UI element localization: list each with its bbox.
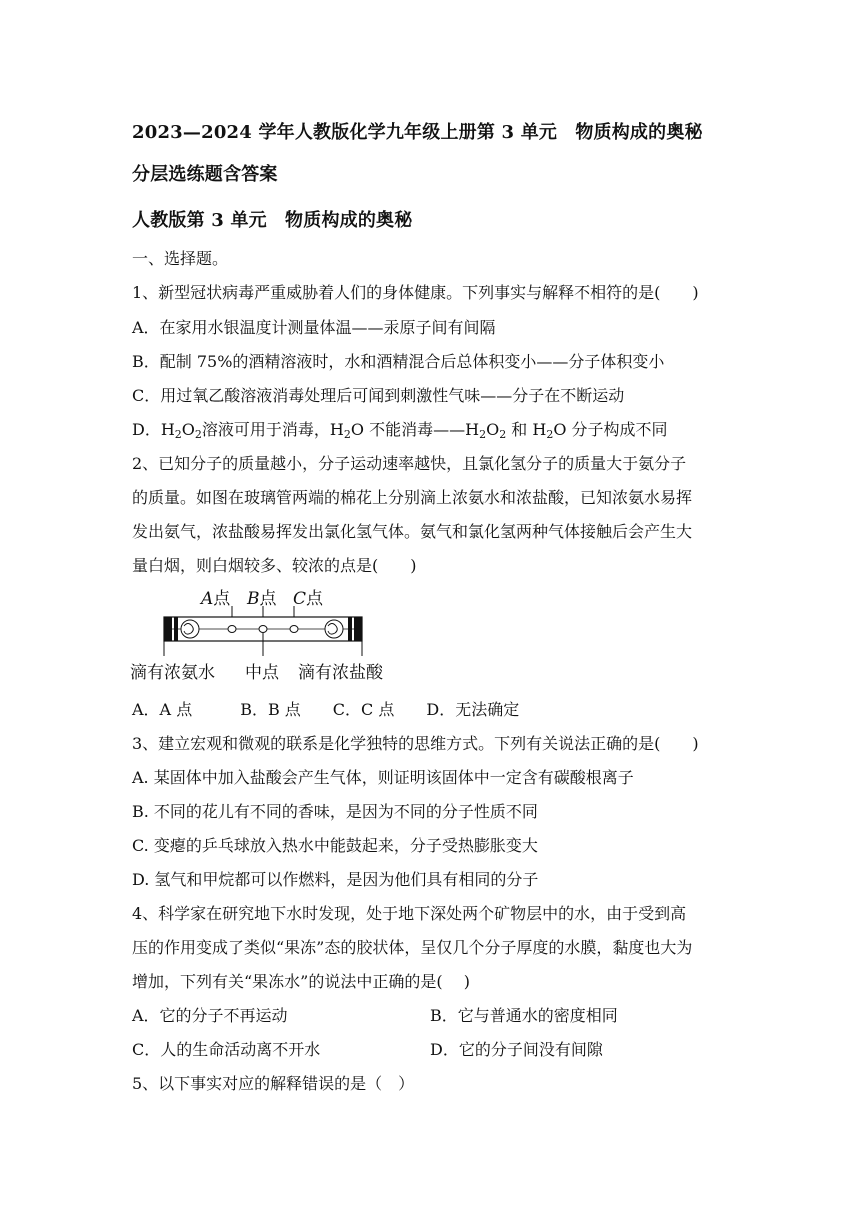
doc-title-line2: 分层选练题含答案	[132, 164, 278, 185]
q5-stem: 5、以下事实对应的解释错误的是（ ）	[132, 1074, 415, 1093]
label-ammonia-end: 滴有浓氨水	[130, 663, 215, 683]
label-point-a: A点	[201, 589, 231, 609]
label-hcl-end: 滴有浓盐酸	[298, 663, 383, 683]
label-point-c: C点	[293, 589, 324, 609]
q1-option-d: D．$H_2O_2$溶液可用于消毒，$H_2O$ 不能消毒$——H_2O_2$ 和 $H_2O$ 分子构成不同	[132, 420, 668, 441]
q3-option-d: D. 氢气和甲烷都可以作燃料，是因为他们具有相同的分子	[132, 870, 539, 889]
q4-stem-line2: 压的作用变成了类似“果冻”态的胶状体，呈仅几个分子厚度的水膜，黏度也大为	[132, 938, 693, 957]
doc-subtitle: 人教版第 3 单元 物质构成的奥秘	[132, 210, 413, 231]
q2-options: A．A 点 B．B 点 C．C 点 D．无法确定	[132, 700, 520, 719]
q1-stem: 1、新型冠状病毒严重威胁着人们的身体健康。下列事实与解释不相符的是( )	[132, 283, 699, 302]
label-point-b: B点	[247, 589, 277, 609]
q4-stem-line3: 增加，下列有关“果冻水”的说法中正确的是( )	[132, 972, 470, 991]
q1-option-c: C．用过氧乙酸溶液消毒处理后可闻到刺激性气味——分子在不断运动	[132, 386, 625, 405]
q1-option-a: A．在家用水银温度计测量体温——汞原子间有间隔	[132, 318, 496, 337]
q4-option-b: B．它与普通水的密度相同	[430, 1006, 618, 1025]
q2-stem-line2: 的质量。如图在玻璃管两端的棉花上分别滴上浓氨水和浓盐酸，已知浓氨水易挥	[132, 488, 693, 507]
q3-option-a: A. 某固体中加入盐酸会产生气体，则证明该固体中一定含有碳酸根离子	[132, 768, 634, 787]
q4-option-c: C．人的生命活动离不开水	[132, 1040, 321, 1059]
q1-option-b: B．配制 75%的酒精溶液时，水和酒精混合后总体积变小——分子体积变小	[132, 352, 665, 371]
section-heading: 一、选择题。	[132, 249, 229, 268]
q3-option-b: B. 不同的花儿有不同的香味，是因为不同的分子性质不同	[132, 802, 538, 821]
q2-stem-line1: 2、已知分子的质量越小，分子运动速率越快，且氯化氢分子的质量大于氨分子	[132, 454, 687, 473]
q4-option-a: A．它的分子不再运动	[132, 1006, 288, 1025]
q2-stem-line4: 量白烟，则白烟较多、较浓的点是( )	[132, 556, 417, 575]
q3-stem: 3、建立宏观和微观的联系是化学独特的思维方式。下列有关说法正确的是( )	[132, 734, 699, 753]
glass-tube-figure	[128, 584, 398, 684]
q2-stem-line3: 发出氨气，浓盐酸易挥发出氯化氢气体。氨气和氯化氢两种气体接触后会产生大	[132, 522, 693, 541]
q4-option-d: D．它的分子间没有间隙	[430, 1040, 603, 1059]
doc-title-line1: 2023—2024 学年人教版化学九年级上册第 3 单元 物质构成的奥秘	[132, 122, 703, 143]
label-midpoint: 中点	[245, 663, 279, 683]
q4-stem-line1: 4、科学家在研究地下水时发现，处于地下深处两个矿物层中的水，由于受到高	[132, 904, 687, 923]
q3-option-c: C. 变瘪的乒乓球放入热水中能鼓起来，分子受热膨胀变大	[132, 836, 538, 855]
